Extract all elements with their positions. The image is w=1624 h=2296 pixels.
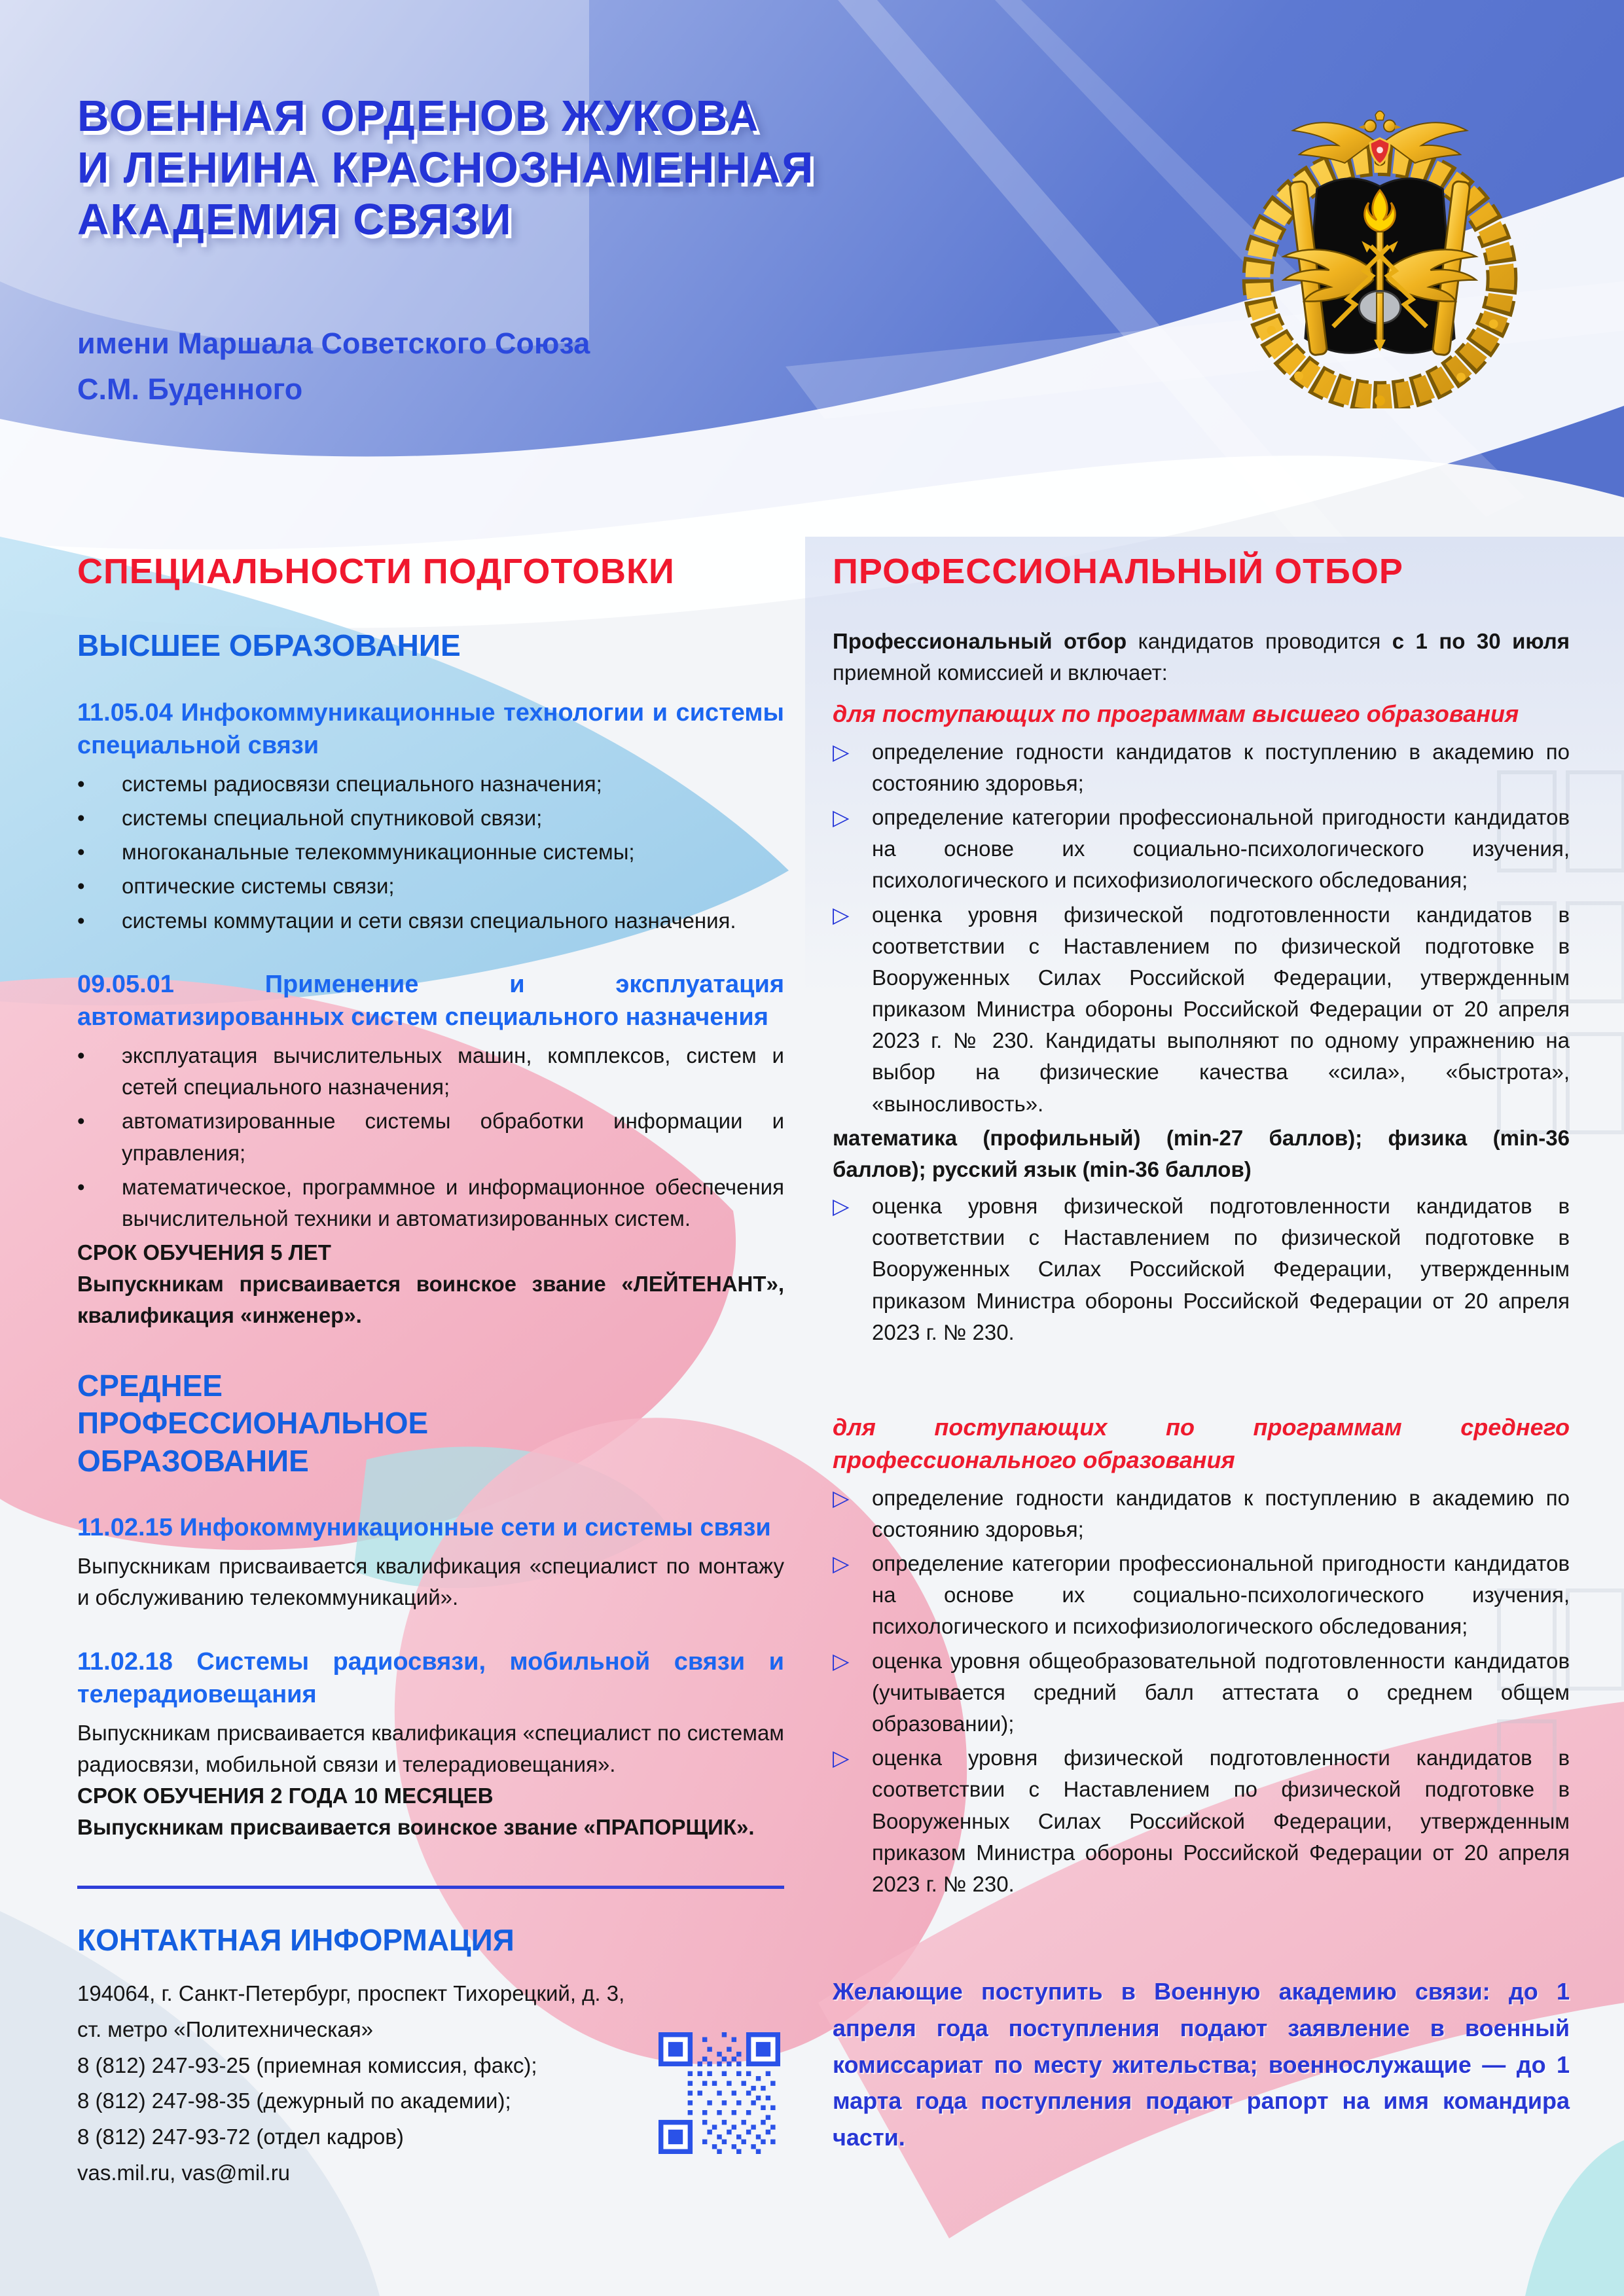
arrow-icon: ▷ — [833, 1647, 850, 1674]
arrow-icon: ▷ — [833, 804, 850, 831]
program-09-05-01-bullets — [77, 1040, 784, 1234]
page-title-line: ВОЕННАЯ ОРДЕНОВ ЖУКОВА — [77, 92, 760, 141]
spo-programs-label: для поступающих по программам среднего профессионального образования — [833, 1414, 1570, 1474]
spo-heading: СРЕДНЕЕ ПРОФЕССИОНАЛЬНОЕ ОБРАЗОВАНИЕ — [77, 1368, 429, 1478]
bullet-icon: • — [77, 1174, 85, 1199]
duration-spo: СРОК ОБУЧЕНИЯ 2 ГОДА 10 МЕСЯЦЕВ — [77, 1784, 494, 1808]
selection-step: ▷ оценка уровня физической подготовленности кандидатов в соответствии с Наставлением по физической подготовке в Вооруженных Силах Российской Федерации, утвержденным приказом Министра обороны Российской Федерации от 20 апреля 2023 г. № 230. Кандидаты выполняют по одному упражнению на выбор на физические качества «сила», «быстрота», «выносливость». — [833, 899, 1570, 1120]
bullet-icon: • — [77, 1109, 85, 1134]
bullet-icon: • — [77, 908, 85, 933]
graduate-rank-higher: Выпускникам присваивается воинское звание «ЛЕЙТЕНАНТ», квалификация «инженер». — [77, 1272, 784, 1328]
page-subtitle — [77, 321, 590, 412]
bullet-icon: • — [77, 1043, 85, 1067]
contact-line: ст. метро «Политехническая» — [77, 2017, 373, 2041]
selection-step: ▷ определение категории профессиональной пригодности кандидатов на основе их социально-психологического изучения, психологического и психофизиологического обследования; — [833, 1548, 1570, 1643]
intro-bold: с 1 по 30 июля — [1392, 629, 1570, 653]
intro-text: приемной комиссией и включает: — [833, 660, 1168, 685]
bullet-icon: • — [77, 805, 85, 830]
higher-selection-steps — [833, 736, 1570, 1120]
selection-step: ▷ оценка уровня общеобразовательной подготовленности кандидатов (учитывается средний балл аттестата о среднем общем образовании); — [833, 1645, 1570, 1740]
exam-requirements: математика (профильный) (min-27 баллов); физика (min-36 баллов); русский язык (min-36 баллов) — [833, 1125, 1570, 1181]
page-title — [77, 90, 814, 245]
bullet-item: • автоматизированные системы обработки информации и управления; — [77, 1105, 784, 1168]
selection-step: ▷ определение годности кандидатов к поступлению в академию по состоянию здоровья; — [833, 736, 1570, 799]
program-11-02-15-note: Выпускникам присваивается квалификация «специалист по монтажу и обслуживанию телекоммуникаций». — [77, 1554, 784, 1610]
application-deadlines-note: Желающие поступить в Военную академию связи: до 1 апреля года поступления подают заявление в военный комиссариат по месту жительства; военнослужащие — до 1 марта года поступления подают рапорт на имя командира части. — [833, 1978, 1570, 2151]
program-title-11-02-18: 11.02.18 Системы радиосвязи, мобильной связи и телерадиовещания — [77, 1647, 784, 1708]
selection-step: ▷ определение категории профессиональной пригодности кандидатов на основе их социально-психологического изучения, психологического и психофизиологического обследования; — [833, 802, 1570, 897]
arrow-icon: ▷ — [833, 1551, 850, 1577]
page-title-line: И ЛЕНИНА КРАСНОЗНАМЕННАЯ — [77, 143, 815, 193]
arrow-icon: ▷ — [833, 738, 850, 764]
program-11-02-18-note: Выпускникам присваивается квалификация «специалист по системам радиосвязи, мобильной связи и телерадиовещания». — [77, 1720, 784, 1777]
bullet-item: • эксплуатация вычислительных машин, комплексов, систем и сетей специального назначения; — [77, 1040, 784, 1103]
contact-line: 8 (812) 247-93-72 (отдел кадров) — [77, 2125, 404, 2149]
arrow-icon: ▷ — [833, 1193, 850, 1219]
selection-step: ▷ оценка уровня физической подготовленности кандидатов в соответствии с Наставлением по физической подготовке в Вооруженных Силах Российской Федерации, утвержденным приказом Министра обороны Российской Федерации от 20 апреля 2023 г. № 230. — [833, 1191, 1570, 1348]
bullet-item: • системы специальной спутниковой связи; — [77, 802, 784, 834]
program-title-11-05-04: 11.05.04 Инфокоммуникационные технологии и системы специальной связи — [77, 698, 784, 759]
bullet-item: • системы радиосвязи специального назначения; — [77, 768, 784, 800]
bullet-icon: • — [77, 874, 85, 899]
contact-line: 8 (812) 247-93-25 (приемная комиссия, факс); — [77, 2053, 537, 2077]
page-title-line: АКАДЕМИЯ СВЯЗИ — [77, 195, 513, 245]
arrow-icon: ▷ — [833, 1484, 850, 1511]
selection-step: ▷ определение годности кандидатов к поступлению в академию по состоянию здоровья; — [833, 1482, 1570, 1545]
program-title-09-05-01: 09.05.01 Применение и эксплуатация автоматизированных систем специального назначения — [77, 970, 784, 1031]
specialties-column — [77, 551, 784, 2191]
eagle-crest-icon — [1293, 111, 1467, 166]
contact-line: 8 (812) 247-98-35 (дежурный по академии); — [77, 2089, 511, 2113]
intro-text: кандидатов проводится — [1127, 629, 1392, 653]
selection-heading: ПРОФЕССИОНАЛЬНЫЙ ОТБОР — [833, 552, 1403, 591]
arrow-icon: ▷ — [833, 1745, 850, 1771]
subtitle-line: С.М. Буденного — [77, 372, 303, 406]
qr-code — [659, 2032, 780, 2154]
contact-line: 194064, г. Санкт-Петербург, проспект Тихорецкий, д. 3, — [77, 1981, 625, 2006]
specialties-heading: СПЕЦИАЛЬНОСТИ ПОДГОТОВКИ — [77, 552, 675, 591]
graduate-rank-spo: Выпускникам присваивается воинское звание «ПРАПОРЩИК». — [77, 1815, 755, 1840]
bullet-item: • системы коммутации и сети связи специального назначения. — [77, 905, 784, 937]
divider-line — [77, 1886, 784, 1889]
selection-column — [833, 551, 1570, 2179]
selection-intro — [833, 626, 1570, 689]
program-11-05-04-bullets — [77, 768, 784, 937]
program-title-11-02-15: 11.02.15 Инфокоммуникационные сети и системы связи — [77, 1514, 771, 1542]
contact-line: vas.mil.ru, vas@mil.ru — [77, 2160, 291, 2185]
higher-education-heading: ВЫСШЕЕ ОБРАЗОВАНИЕ — [77, 628, 461, 662]
contacts-heading: КОНТАКТНАЯ ИНФОРМАЦИЯ — [77, 1922, 514, 1957]
bullet-icon: • — [77, 771, 85, 796]
contacts-block — [77, 1976, 784, 2191]
bullet-item: • многоканальные телекоммуникационные системы; — [77, 836, 784, 868]
arrow-icon: ▷ — [833, 901, 850, 927]
duration-higher: СРОК ОБУЧЕНИЯ 5 ЛЕТ — [77, 1240, 331, 1265]
contact-lines — [77, 1976, 647, 2191]
bullet-icon: • — [77, 840, 85, 865]
subtitle-line: имени Маршала Советского Союза — [77, 327, 590, 360]
selection-step: ▷ оценка уровня физической подготовленности кандидатов в соответствии с Наставлением по физической подготовке в Вооруженных Силах Российской Федерации, утвержденным приказом Министра обороны Российской Федерации от 20 апреля 2023 г. № 230. — [833, 1742, 1570, 1900]
bullet-item: • математическое, программное и информационное обеспечения вычислительной техники и автоматизированных систем. — [77, 1172, 784, 1234]
bullet-item: • оптические системы связи; — [77, 870, 784, 902]
spo-selection-steps — [833, 1482, 1570, 1900]
higher-selection-steps-extra — [833, 1191, 1570, 1348]
academy-crest-emblem — [1237, 84, 1523, 408]
intro-bold: Профессиональный отбор — [833, 629, 1127, 653]
higher-programs-label: для поступающих по программам высшего образования — [833, 700, 1519, 728]
